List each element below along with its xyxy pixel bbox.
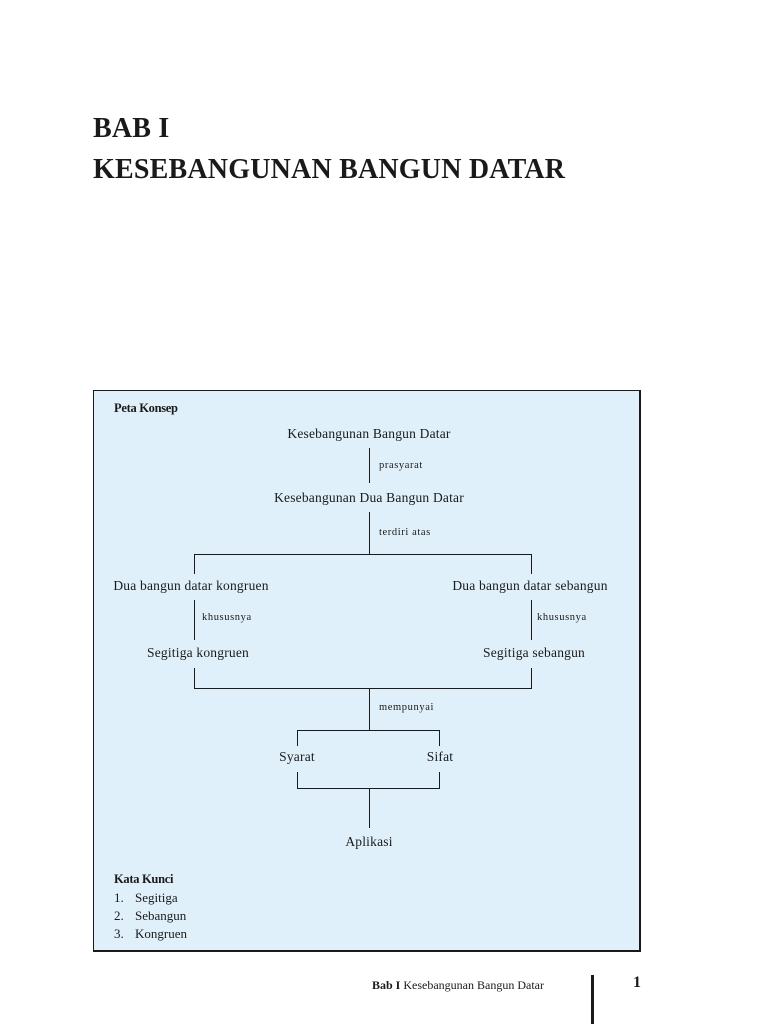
edge-label-prerequisite: prasyarat [379, 460, 423, 471]
keyword-number: 2. [114, 908, 124, 923]
keyword-item [114, 889, 187, 907]
chapter-title [93, 108, 565, 190]
keyword-item [114, 907, 187, 925]
keyword-label: Kongruen [135, 926, 187, 941]
footer-chapter-title: Kesebangunan Bangun Datar [403, 978, 544, 992]
node-two-shapes: Kesebangunan Dua Bangun Datar [274, 490, 464, 505]
connector-merge-bar [194, 688, 532, 689]
node-properties: Sifat [426, 749, 454, 764]
keyword-item [114, 925, 187, 943]
connector-right-specific [531, 600, 532, 640]
connector-to-application [369, 788, 370, 828]
connector-left-specific [194, 600, 195, 640]
footer-divider [591, 975, 594, 1024]
connector-root-to-two [369, 448, 370, 483]
footer-chapter-label: Bab I [372, 978, 401, 992]
connector-split-bar [194, 554, 532, 555]
connector-split-right [531, 554, 532, 574]
connector-branch-bar [297, 730, 440, 731]
keywords-heading: Kata Kunci [114, 872, 174, 886]
keyword-number: 1. [114, 890, 124, 905]
connector-merge-right [531, 668, 532, 688]
connector-join-left [297, 772, 298, 789]
page-number: 1 [633, 974, 641, 991]
node-application: Aplikasi [345, 834, 393, 849]
chapter-name: KESEBANGUNAN BANGUN DATAR [93, 154, 566, 185]
keyword-number: 3. [114, 926, 124, 941]
chapter-label: BAB I [93, 113, 170, 144]
node-similar-shapes: Dua bangun datar sebangun [452, 578, 608, 593]
connector-two-down [369, 512, 370, 554]
edge-label-specifically-right: khususnya [537, 612, 587, 623]
connector-split-left [194, 554, 195, 574]
node-congruent-triangles: Segitiga kongruen [146, 645, 250, 660]
node-similar-triangles: Segitiga sebangun [482, 645, 586, 660]
connector-join-right [439, 772, 440, 789]
concept-map-box [93, 390, 641, 952]
connector-has-down [369, 688, 370, 730]
edge-label-has: mempunyai [379, 702, 434, 713]
connector-branch-left [297, 730, 298, 746]
connector-branch-right [439, 730, 440, 746]
keyword-list [114, 889, 187, 943]
keyword-label: Sebangun [135, 908, 187, 923]
running-footer [372, 978, 544, 993]
edge-label-consists-of: terdiri atas [379, 527, 431, 538]
connector-merge-left [194, 668, 195, 688]
node-congruent-shapes: Dua bangun datar kongruen [113, 578, 269, 593]
node-conditions: Syarat [279, 749, 315, 764]
edge-label-specifically-left: khususnya [202, 612, 252, 623]
keyword-label: Segitiga [135, 890, 178, 905]
concept-map-heading: Peta Konsep [114, 401, 178, 415]
node-root: Kesebangunan Bangun Datar [287, 426, 451, 441]
